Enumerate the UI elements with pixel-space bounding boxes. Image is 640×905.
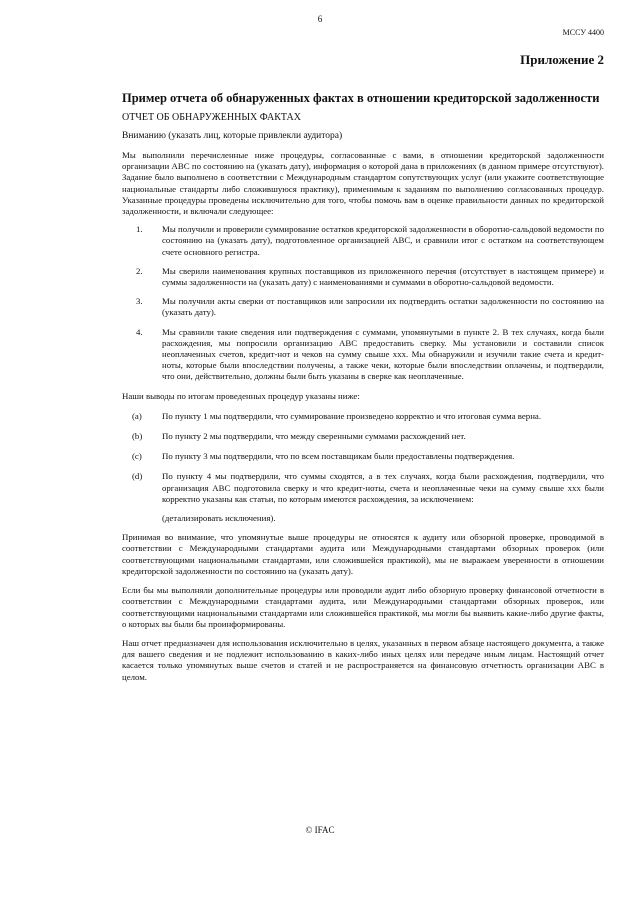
finding-label: (a) bbox=[132, 410, 142, 421]
procedure-text: Мы получили акты сверки от поставщиков или запросили их подтвердить остатки задолженности по состоянию на (указать дату). bbox=[162, 296, 604, 318]
appendix-heading: Приложение 2 bbox=[520, 52, 604, 67]
finding-text: По пункту 2 мы подтвердили, что между сверенными суммами расхождений нет. bbox=[162, 431, 466, 442]
no-assurance-paragraph: Принимая во внимание, что упомянутые выше процедуры не относятся к аудиту или обзорной проверке, проводимой в соответствии с Международными стандартами аудита или Международными стандартами обзорных проверок (или соответствующими национальными стандартами, или сложившейся практикой), мы не выражаем уверенности в отношении кредиторской задолженности по состоянию на (указать дату). bbox=[122, 532, 604, 576]
procedure-item bbox=[122, 224, 604, 258]
finding-item bbox=[122, 431, 604, 442]
finding-label: (c) bbox=[132, 451, 142, 462]
procedure-text: Мы получили и проверили суммирование остатков кредиторской задолженности в оборотно-сальдовой ведомости по состоянию на (указать дату), подготовленное организацией АВС, и сравнили итог с остатком на соответствующем счете основного регистра. bbox=[162, 224, 604, 257]
finding-label: (d) bbox=[132, 471, 143, 482]
intro-paragraph: Мы выполнили перечисленные ниже процедуры, согласованные с вами, в отношении кредиторской задолженности организации АВС по состоянию на (указать дату), информация о которой дана в приложениях (в данном примере отсутствуют). Задание было выполнено в соответствии с Международным стандартом сопутствующих услуг (или укажите соответствующие национальные стандарты либо сложившуюся практику), применимым к заданиям по выполнению согласованных процедур. Указанные процедуры проведены исключительно для того, чтобы помочь вам в оценке правильности данных по кредиторской задолженности, и включали следующее: bbox=[122, 150, 604, 217]
finding-item bbox=[122, 471, 604, 505]
finding-text: По пункту 4 мы подтвердили, что суммы сходятся, а в тех случаях, когда были расхождения, подтвердили, что организация АВС подготовила сверку и что кредит-ноты, счета и неоплаченные чеки на сумму свыше ххх были корректно указаны как статьи, по которым имеются расхождения, за исключением: bbox=[162, 471, 604, 504]
procedure-number: 4. bbox=[136, 326, 143, 337]
finding-text: По пункту 3 мы подтвердили, что по всем поставщикам были предоставлены подтверждения. bbox=[162, 451, 515, 462]
procedure-number: 1. bbox=[136, 224, 143, 235]
procedure-text: Мы сверили наименования крупных поставщиков из приложенного перечня (отсутствует в настоящем примере) и суммы задолженности на (указать дату) с наименованиями и суммами в оборотно-сальдовой ведомости. bbox=[162, 265, 604, 288]
finding-item bbox=[122, 411, 604, 422]
document-title: Пример отчета об обнаруженных фактах в отношении кредиторской задолженности bbox=[122, 91, 600, 105]
procedure-text: Мы сравнили такие сведения или подтверждения с суммами, упомянутыми в пункте 2. В тех случаях, когда были расхождения, мы попросили организацию АВС предоставить сверку. Мы установили и составили список неоплаченных счетов, кредит-нот и чеков на сумму свыше ххх. Мы обнаружили и изучили такие счета и кредит-ноты, которые были впоследствии получены, а также чеки, которые были впоследствии оплачены, и подтвердили, что они, действительно, должны были быть указаны в сверке как неоплаченные. bbox=[162, 326, 604, 382]
finding-item bbox=[122, 451, 604, 462]
report-purpose-paragraph: Наш отчет предназначен для использования исключительно в целях, указанных в первом абзаце настоящего документа, а также для вашего сведения и не подлежит использованию в каких-либо иных целях или передаче иным лицам. Настоящий отчет касается только упомянутых выше счетов и статей и не распространяется на финансовую отчетность организации АВС в целом. bbox=[122, 637, 604, 682]
additional-procedures-paragraph: Если бы мы выполняли дополнительные процедуры или проводили аудит либо обзорную проверку финансовой отчетности в соответствии с Международными стандартами аудита, или Международными стандартами обзорных проверок, или соответствующими национальными стандартами или сложившейся практикой, мы могли бы выявить какие-либо другие факты, о которых вы были бы проинформированы. bbox=[122, 585, 604, 629]
attention-line: Вниманию (указать лиц, которые привлекли аудитора) bbox=[122, 131, 343, 141]
findings-intro: Наши выводы по итогам проведенных процедур указаны ниже: bbox=[122, 390, 360, 401]
document-body bbox=[122, 91, 604, 683]
procedure-item bbox=[122, 266, 604, 288]
exceptions-note: (детализировать исключения). bbox=[162, 513, 276, 524]
copyright-footer: © IFAC bbox=[305, 825, 335, 835]
report-heading: ОТЧЕТ ОБ ОБНАРУЖЕННЫХ ФАКТАХ bbox=[122, 112, 301, 123]
finding-text: По пункту 1 мы подтвердили, что суммирование произведено корректно и что итоговая сумма верна. bbox=[162, 410, 542, 421]
standard-reference: МССУ 4400 bbox=[562, 28, 604, 37]
finding-label: (b) bbox=[132, 431, 143, 442]
procedure-item bbox=[122, 327, 604, 383]
procedure-number: 3. bbox=[136, 296, 143, 307]
page-number: 6 bbox=[317, 14, 323, 24]
procedure-item bbox=[122, 296, 604, 318]
procedure-number: 2. bbox=[136, 265, 143, 276]
